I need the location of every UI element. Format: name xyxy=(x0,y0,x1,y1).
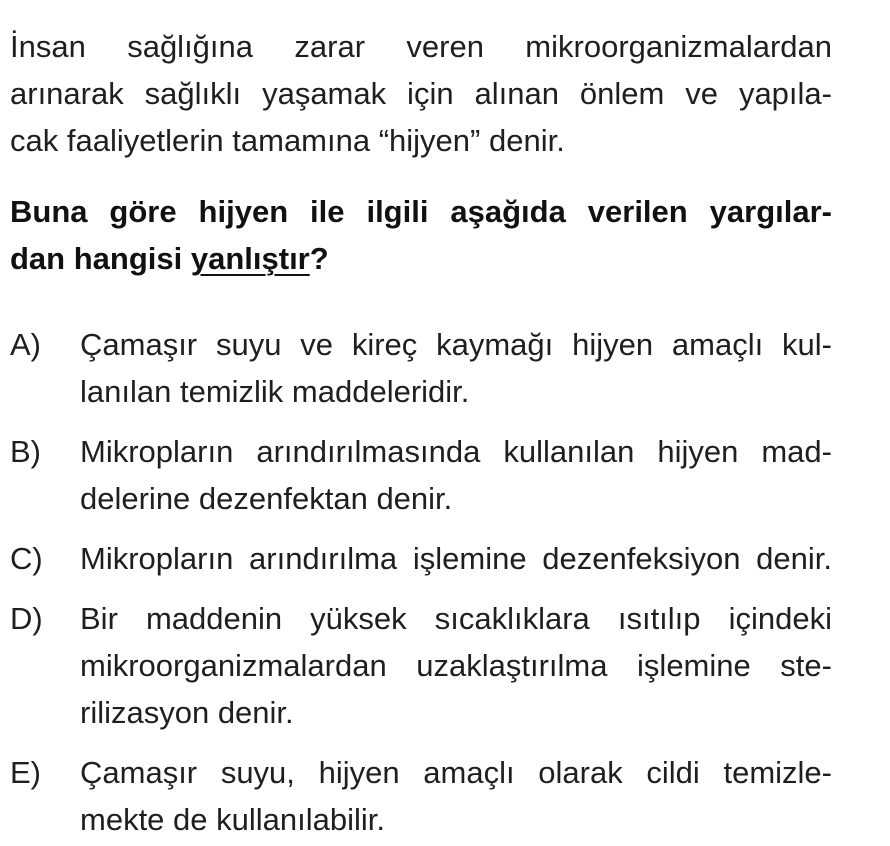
option-c-letter: C) xyxy=(10,541,43,576)
option-d-line-3: rilizasyon denir. xyxy=(80,695,294,730)
option-b-line-2: delerine dezenfektan denir. xyxy=(80,481,453,516)
stem-line-3: cak faaliyetlerin tamamına “hijyen” denir. xyxy=(10,123,565,158)
stem-line-1: İnsan sağlığına zarar veren mikroorganizmalardan xyxy=(10,29,832,64)
prompt-line-1: Buna göre hijyen ile ilgili aşağıda verilen yargılar- xyxy=(10,194,832,229)
option-a-letter: A) xyxy=(10,327,41,362)
option-b-line-1: Mikropların arındırılmasında kullanılan hijyen mad- xyxy=(80,434,832,469)
option-c-line-1: Mikropların arındırılma işlemine dezenfeksiyon denir. xyxy=(80,541,832,576)
option-e-line-1: Çamaşır suyu, hijyen amaçlı olarak cildi temizle- xyxy=(80,755,832,790)
option-a-line-1: Çamaşır suyu ve kireç kaymağı hijyen amaçlı kul- xyxy=(80,327,832,362)
option-d-letter: D) xyxy=(10,601,43,636)
prompt-line-2 xyxy=(10,243,329,274)
option-d-line-1: Bir maddenin yüksek sıcaklıklara ısıtılıp içindeki xyxy=(80,601,832,636)
option-e-letter: E) xyxy=(10,755,41,790)
option-a-line-2: lanılan temizlik maddeleridir. xyxy=(80,374,470,409)
prompt-suffix: ? xyxy=(309,241,329,276)
emphasis-word: yanlıştır xyxy=(190,241,310,276)
stem-line-2: arınarak sağlıklı yaşamak için alınan önlem ve yapıla- xyxy=(10,76,832,111)
option-e-line-2: mekte de kullanılabilir. xyxy=(80,802,385,837)
option-d-line-2: mikroorganizmalardan uzaklaştırılma işlemine ste- xyxy=(80,648,832,683)
prompt-prefix: dan hangisi xyxy=(10,241,191,276)
option-b-letter: B) xyxy=(10,434,41,469)
